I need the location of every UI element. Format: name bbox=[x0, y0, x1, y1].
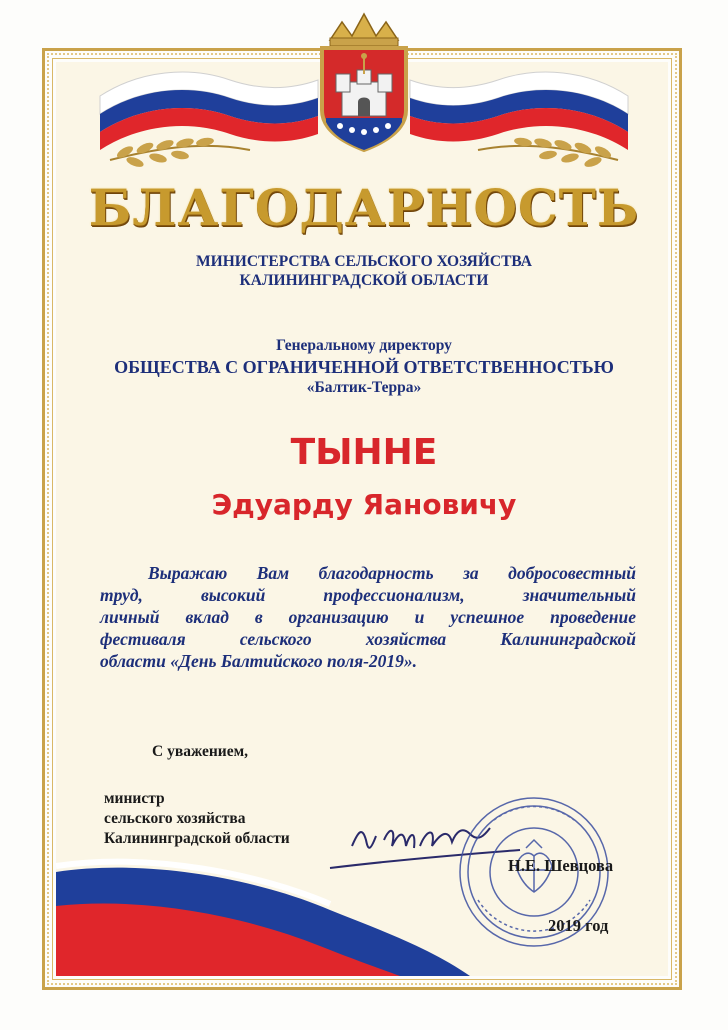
flag-wave-bottom-icon bbox=[56, 862, 470, 976]
recipient-company-line-2: «Балтик-Терра» bbox=[306, 379, 422, 396]
recipient-company-line-1: ОБЩЕСТВА С ОГРАНИЧЕННОЙ ОТВЕТСТВЕННОСТЬЮ bbox=[114, 357, 614, 377]
gratitude-text bbox=[100, 562, 636, 672]
signer-title-line-1: министр bbox=[104, 790, 165, 807]
laurel-left-icon bbox=[110, 136, 250, 168]
gratitude-line: личный вклад в организацию и успешное проведение bbox=[100, 607, 636, 627]
gratitude-line: труд, высокий профессионализм, значительный bbox=[100, 585, 636, 605]
laurel-right-icon bbox=[478, 136, 618, 168]
gratitude-line: Выражаю Вам благодарность за добросовестный bbox=[148, 563, 636, 583]
issuer-line-2: КАЛИНИНГРАДСКОЙ ОБЛАСТИ bbox=[239, 272, 489, 289]
recipient-given-names: Эдуарду Яановичу bbox=[211, 488, 517, 521]
gratitude-line: фестиваля сельского хозяйства Калининградской bbox=[100, 629, 636, 649]
signer-title-line-2: сельского хозяйства bbox=[104, 810, 246, 827]
recipient-position: Генеральному директору bbox=[276, 337, 452, 354]
recipient-surname: ТЫННЕ bbox=[290, 432, 438, 473]
signer-name: Н.Е. Шевцова bbox=[508, 856, 614, 875]
closing-text: С уважением, bbox=[152, 743, 249, 760]
document-year: 2019 год bbox=[548, 916, 609, 935]
kaliningrad-coat-of-arms-icon bbox=[322, 14, 406, 150]
issuer-line-1: МИНИСТЕРСТВА СЕЛЬСКОГО ХОЗЯЙСТВА bbox=[196, 253, 532, 270]
certificate-title: БЛАГОДАРНОСТЬ bbox=[88, 178, 640, 237]
signer-title-line-3: Калининградской области bbox=[104, 830, 290, 847]
gratitude-line: области «День Балтийского поля-2019». bbox=[100, 651, 418, 671]
